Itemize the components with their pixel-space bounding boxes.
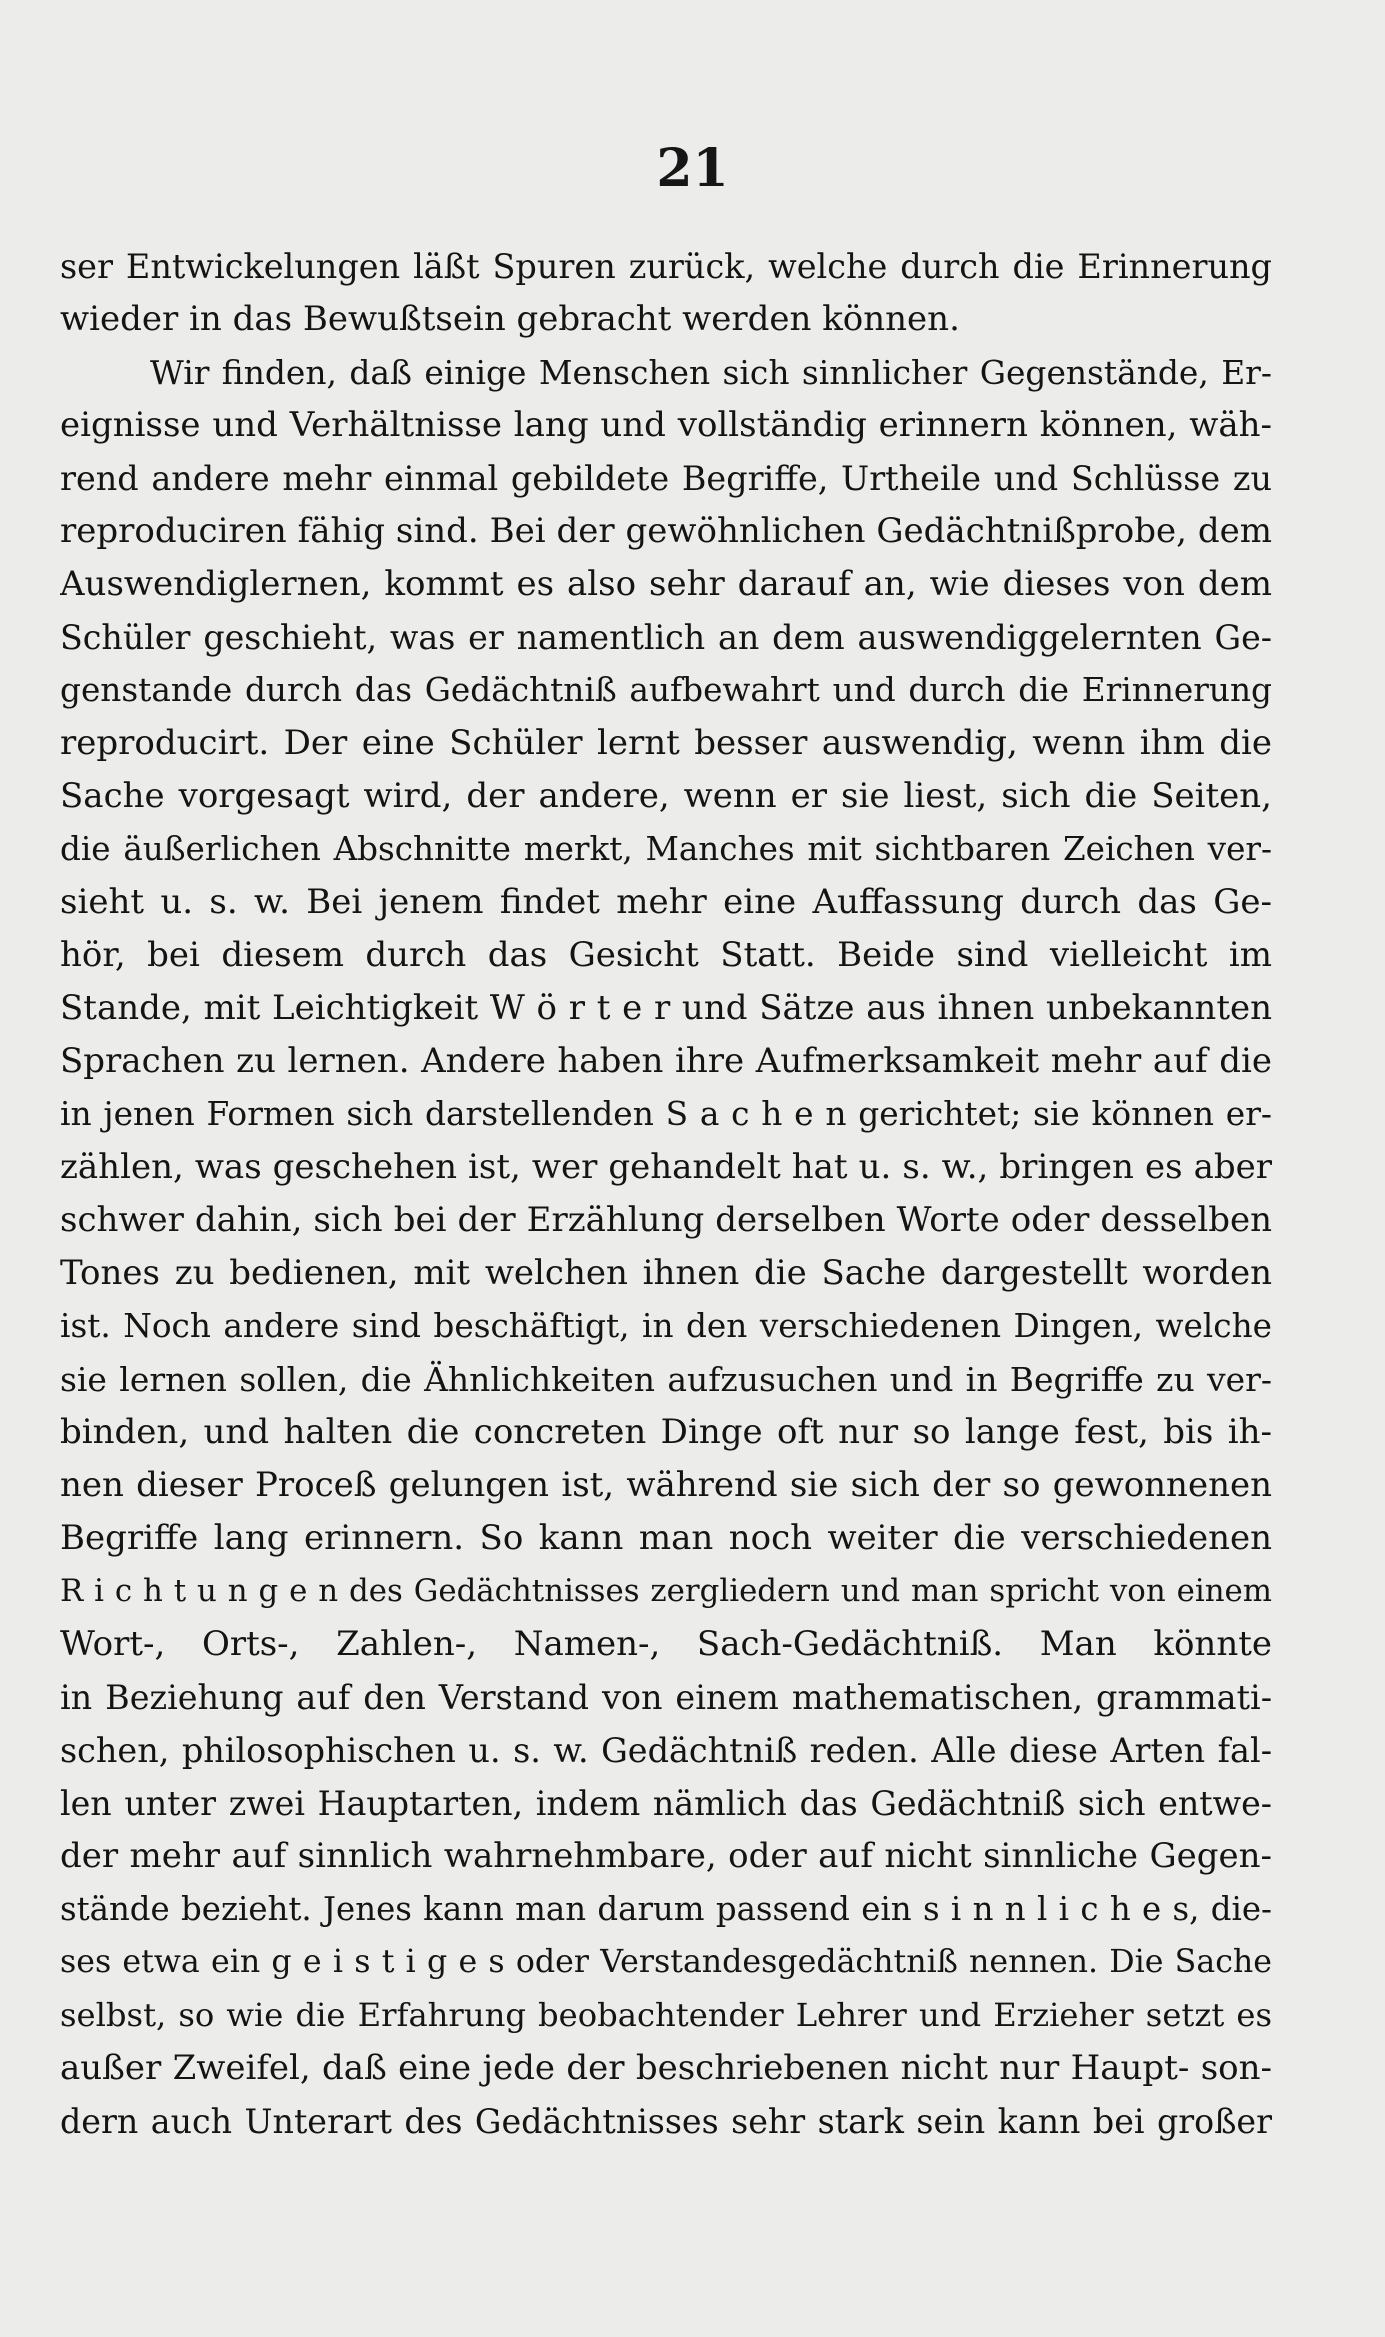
page-number: 21 (656, 138, 729, 199)
text-line: Schüler geschieht, was er namentlich an dem auswendiggelernten Ge- (60, 618, 1272, 657)
text-line: sieht u. s. w. Bei jenem findet mehr eine Auffassung durch das Ge- (60, 882, 1272, 922)
body-text (60, 240, 1272, 2148)
text-line: dern auch Unterart des Gedächtnisses sehr stark sein kann bei großer (60, 2102, 1272, 2141)
text-line: R i c h t u n g e n des Gedächtnisses zergliedern und man spricht von einem (60, 1573, 1272, 1609)
text-line: selbst, so wie die Erfahrung beobachtender Lehrer und Erzieher setzt es (60, 1996, 1272, 2034)
text-line: reproduciren fähig sind. Bei der gewöhnlichen Gedächtnißprobe, dem (60, 511, 1272, 551)
text-line: ist. Noch andere sind beschäftigt, in den verschiedenen Dingen, welche (60, 1307, 1272, 1345)
text-line: ses etwa ein g e i s t i g e s oder Verstandesgedächtniß nennen. Die Sache (60, 1944, 1272, 1980)
text-line: genstande durch das Gedächtniß aufbewahrt und durch die Erinnerung (60, 671, 1272, 709)
text-line: die äußerlichen Abschnitte merkt, Manches mit sichtbaren Zeichen ver- (60, 830, 1272, 868)
text-line: Sache vorgesagt wird, der andere, wenn er sie liest, sich die Seiten, (60, 776, 1272, 816)
text-line: in jenen Formen sich darstellenden S a c h e n gerichtet; sie können er- (60, 1095, 1272, 1133)
text-line: stände bezieht. Jenes kann man darum passend ein s i n n l i c h e s, die- (60, 1890, 1272, 1928)
text-line: in Beziehung auf den Verstand von einem mathematischen, grammati- (60, 1678, 1272, 1717)
text-line: Auswendiglernen, kommt es also sehr darauf an, wie dieses von dem (60, 564, 1272, 604)
text-line: schwer dahin, sich bei der Erzählung derselben Worte oder desselben (60, 1200, 1272, 1240)
text-line: ser Entwickelungen läßt Spuren zurück, welche durch die Erinnerung (60, 247, 1272, 286)
text-line: Sprachen zu lernen. Andere haben ihre Aufmerksamkeit mehr auf die (60, 1041, 1272, 1081)
text-line: Wort-, Orts-, Zahlen-, Namen-, Sach-Gedächtniß. Man könnte (60, 1624, 1272, 1664)
text-line: Tones zu bedienen, mit welchen ihnen die Sache dargestellt worden (60, 1253, 1272, 1293)
text-line: Wir finden, daß einige Menschen sich sinnlicher Gegenstände, Er- (150, 353, 1272, 392)
text-line: reproducirt. Der eine Schüler lernt besser auswendig, wenn ihm die (60, 723, 1272, 763)
text-line: binden, und halten die concreten Dinge oft nur so lange fest, bis ih- (60, 1412, 1272, 1452)
text-line: Stande, mit Leichtigkeit W ö r t e r und Sätze aus ihnen unbekannten (60, 988, 1272, 1028)
text-line: sie lernen sollen, die Ähnlichkeiten aufzusuchen und in Begriffe zu ver- (60, 1360, 1272, 1399)
text-line: hör, bei diesem durch das Gesicht Statt. Beide sind vielleicht im (60, 935, 1272, 975)
text-line: Begriffe lang erinnern. So kann man noch weiter die verschiedenen (60, 1518, 1272, 1558)
text-line: len unter zwei Hauptarten, indem nämlich das Gedächtniß sich entwe- (60, 1784, 1272, 1823)
text-line: wieder in das Bewußtsein gebracht werden können. (60, 299, 960, 339)
text-line: schen, philosophischen u. s. w. Gedächtniß reden. Alle diese Arten fal- (60, 1731, 1272, 1770)
text-line: rend andere mehr einmal gebildete Begriffe, Urtheile und Schlüsse zu (60, 459, 1272, 498)
text-line: außer Zweifel, daß eine jede der beschriebenen nicht nur Haupt- son- (60, 2048, 1272, 2088)
text-line: zählen, was geschehen ist, wer gehandelt hat u. s. w., bringen es aber (60, 1147, 1272, 1187)
text-line: der mehr auf sinnlich wahrnehmbare, oder auf nicht sinnliche Gegen- (60, 1836, 1272, 1876)
text-line: eignisse und Verhältnisse lang und vollständig erinnern können, wäh- (60, 405, 1272, 445)
text-line: nen dieser Proceß gelungen ist, während sie sich der so gewonnenen (60, 1465, 1272, 1505)
